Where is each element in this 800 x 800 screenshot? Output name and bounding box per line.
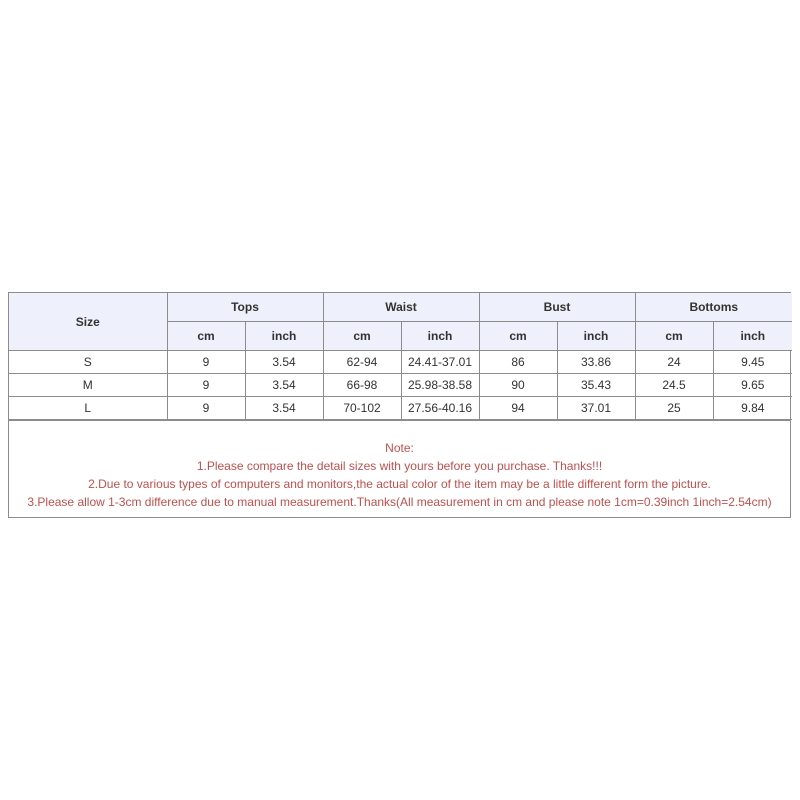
table-cell: 25.98-38.58 <box>401 374 479 397</box>
table-cell: 35.43 <box>557 374 635 397</box>
size-column-header: Size <box>9 293 167 351</box>
group-header-tops: Tops <box>167 293 323 322</box>
notes-section <box>9 420 790 517</box>
note-line-1: 1.Please compare the detail sizes with yours before you purchase. Thanks!!! <box>196 459 603 473</box>
table-cell: 94 <box>479 397 557 420</box>
unit-header: inch <box>713 322 792 351</box>
unit-header: cm <box>323 322 401 351</box>
table-cell: 3.54 <box>245 351 323 374</box>
unit-header: inch <box>557 322 635 351</box>
table-cell: 62-94 <box>323 351 401 374</box>
unit-header: inch <box>401 322 479 351</box>
table-cell: 3.54 <box>245 374 323 397</box>
table-cell: 9 <box>167 351 245 374</box>
unit-header: cm <box>635 322 713 351</box>
table-cell: 66-98 <box>323 374 401 397</box>
table-row <box>9 397 792 420</box>
table-cell: 86 <box>479 351 557 374</box>
header-row-groups <box>9 293 792 322</box>
size-cell: S <box>9 351 167 374</box>
group-header-bust: Bust <box>479 293 635 322</box>
table-cell: 9 <box>167 374 245 397</box>
table-cell: 24.5 <box>635 374 713 397</box>
table-cell: 3.54 <box>245 397 323 420</box>
table-cell: 9.65 <box>713 374 792 397</box>
table-cell: 9.84 <box>713 397 792 420</box>
table-cell: 24 <box>635 351 713 374</box>
table-cell: 9.45 <box>713 351 792 374</box>
table-cell: 90 <box>479 374 557 397</box>
size-chart <box>8 292 791 518</box>
table-cell: 70-102 <box>323 397 401 420</box>
size-cell: L <box>9 397 167 420</box>
group-header-bottoms: Bottoms <box>635 293 792 322</box>
table-cell: 27.56-40.16 <box>401 397 479 420</box>
size-table <box>9 293 792 420</box>
table-cell: 37.01 <box>557 397 635 420</box>
unit-header: cm <box>479 322 557 351</box>
table-cell: 24.41-37.01 <box>401 351 479 374</box>
table-row <box>9 351 792 374</box>
note-title: Note: <box>385 441 414 455</box>
note-line-2: 2.Due to various types of computers and monitors,the actual color of the item may be a little different form the picture. <box>88 477 711 491</box>
table-cell: 33.86 <box>557 351 635 374</box>
unit-header: cm <box>167 322 245 351</box>
group-header-waist: Waist <box>323 293 479 322</box>
note-line-3: 3.Please allow 1-3cm difference due to manual measurement.Thanks(All measurement in cm and please note 1cm=0.39inch 1inch=2.54cm) <box>27 495 772 509</box>
size-cell: M <box>9 374 167 397</box>
table-row <box>9 374 792 397</box>
unit-header: inch <box>245 322 323 351</box>
table-cell: 25 <box>635 397 713 420</box>
table-cell: 9 <box>167 397 245 420</box>
